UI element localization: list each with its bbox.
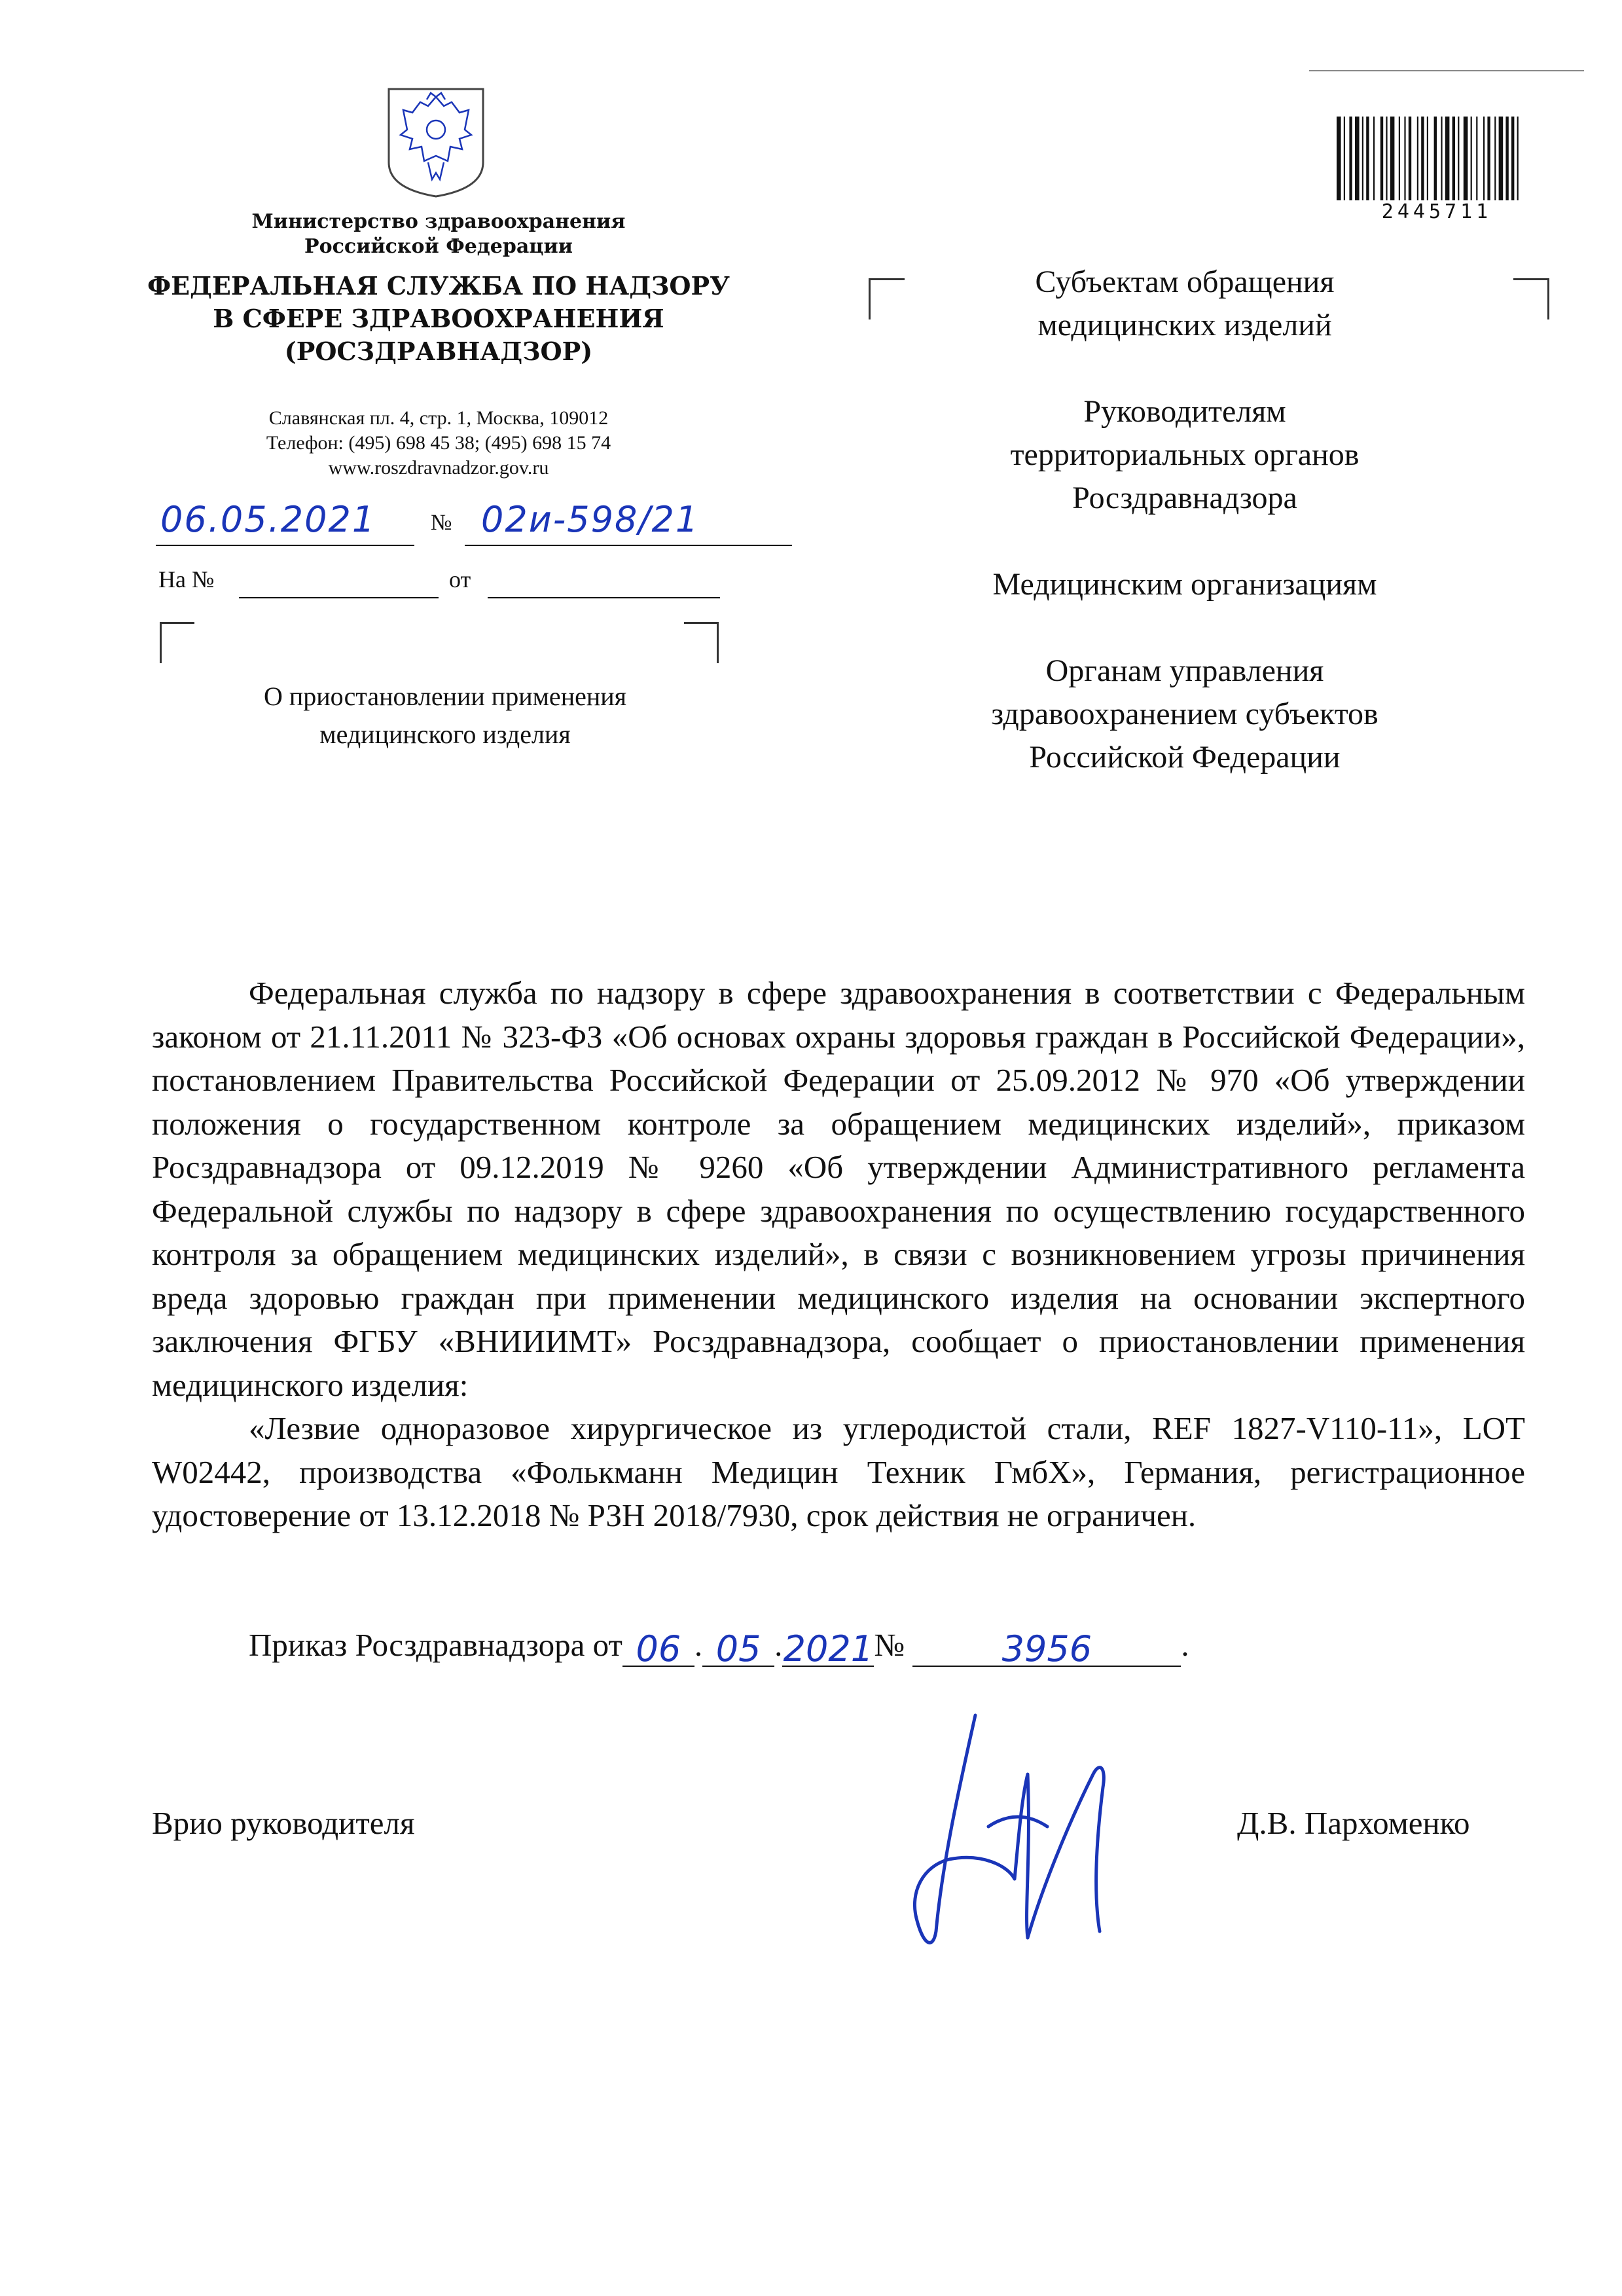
- order-number-sign: №: [874, 1627, 905, 1663]
- barcode-bar: [1366, 117, 1369, 200]
- contact-block: [131, 406, 746, 481]
- subject-corner-right: [684, 622, 719, 663]
- service-line-1: ФЕДЕРАЛЬНАЯ СЛУЖБА ПО НАДЗОРУ: [147, 271, 730, 301]
- recipient-group: [916, 649, 1453, 779]
- ministry-name: [177, 210, 700, 259]
- body-paragraph: «Лезвие одноразовое хирургическое из углеродистой стали, REF 1827-V110-11», LOT W02442, производства «Фолькманн Медицин Техник ГмбХ», Германия, регистрационное удостоверение от 13.12.2018 № РЗН 2018/7930, срок действия не ограничен.: [152, 1410, 1525, 1533]
- barcode-bar: [1417, 117, 1418, 200]
- order-prefix: Приказ Росздравнадзора от: [249, 1627, 622, 1663]
- barcode-bar: [1483, 117, 1485, 200]
- barcode-bar: [1404, 117, 1405, 200]
- barcode: [1335, 117, 1538, 200]
- barcode-bar: [1344, 117, 1345, 200]
- barcode-bar: [1458, 117, 1459, 200]
- barcode-bar: [1362, 117, 1363, 200]
- body-paragraph: Федеральная служба по надзору в сфере здравоохранения в соответствии с Федеральным законом от 21.11.2011 № 323-ФЗ «Об основах охраны здоровья граждан в Российской Федерации», постановлением Правительства Российской Федерации от 25.09.2012 № 970 «Об утверждении положения о государственном контроле за обращением медицинских изделий», приказом Росздравнадзора от 09.12.2019 № 9260 «Об утверждении Административного регламента Федеральной службы по надзору в сфере здравоохранения по осуществлению государственного контроля за обращением медицинских изделий», в связи с возникновением угрозы причинения вреда здоровью граждан при применении медицинского изделия на основании экспертного заключения ФГБУ «ВНИИИМТ» Росздравнадзора, сообщает о приостановлении применения медицинского изделия:: [152, 975, 1525, 1403]
- recipient-line: Российской Федерации: [1029, 740, 1341, 774]
- barcode-bar: [1499, 117, 1504, 200]
- service-name: [111, 270, 766, 368]
- subject-corner-left: [160, 622, 194, 663]
- outgoing-date-handwritten: 06.05.2021: [160, 499, 376, 540]
- date-underline: [156, 545, 414, 546]
- order-reference: [249, 1624, 1189, 1667]
- address: Славянская пл. 4, стр. 1, Москва, 109012: [268, 407, 609, 429]
- barcode-bar: [1464, 117, 1468, 200]
- recipient-line: здравоохранением субъектов: [991, 697, 1379, 731]
- letter-body: [152, 972, 1525, 1538]
- website-link[interactable]: www.roszdravnadzor.gov.ru: [328, 457, 549, 479]
- number-underline: [465, 545, 792, 546]
- subject-line-1: О приостановлении применения: [263, 682, 627, 711]
- order-day: 06: [636, 1628, 681, 1669]
- recipient-corner-right: [1513, 278, 1549, 319]
- service-line-2: В СФЕРЕ ЗДРАВООХРАНЕНИЯ: [213, 304, 664, 333]
- order-year: 2021: [783, 1628, 874, 1669]
- recipient-group: [916, 261, 1453, 347]
- number-sign: №: [431, 511, 452, 535]
- order-day-field: [622, 1628, 694, 1667]
- barcode-bar: [1434, 117, 1437, 200]
- service-line-3: (РОСЗДРАВНАДЗОР): [284, 337, 593, 366]
- recipient-group: [916, 390, 1453, 520]
- subject-line-2: медицинского изделия: [319, 720, 571, 749]
- barcode-bar: [1409, 117, 1411, 200]
- recipient-line: Органам управления: [1045, 653, 1324, 688]
- order-month-field: [702, 1628, 774, 1667]
- recipient-line: Росздравнадзора: [1072, 481, 1297, 515]
- barcode-bar: [1452, 117, 1455, 200]
- barcode-bar: [1445, 117, 1450, 200]
- barcode-bar: [1476, 117, 1477, 200]
- barcode-bar: [1373, 117, 1375, 200]
- barcode-bar: [1421, 117, 1424, 200]
- recipient-line: Руководителям: [1083, 394, 1286, 429]
- order-number-field: [912, 1628, 1181, 1667]
- barcode-number: 2445711: [1381, 200, 1492, 223]
- barcode-bar: [1427, 117, 1428, 200]
- recipient-line: территориальных органов: [1010, 437, 1360, 472]
- barcode-bar: [1487, 117, 1490, 200]
- barcode-bar: [1337, 117, 1341, 200]
- barcode-bar: [1471, 117, 1472, 200]
- recipient-line: Субъектам обращения: [1035, 264, 1335, 299]
- recipient-line: медицинских изделий: [1037, 308, 1332, 342]
- barcode-bar: [1380, 117, 1383, 200]
- barcode-bar: [1517, 117, 1519, 200]
- letter-subject: [157, 678, 733, 754]
- ministry-line-2: Российской Федерации: [304, 235, 573, 258]
- outgoing-number-handwritten: 02и-598/21: [481, 499, 700, 540]
- coat-of-arms-emblem: [384, 84, 488, 199]
- barcode-bar: [1505, 117, 1508, 200]
- recipients-block: [916, 261, 1453, 822]
- recipient-line: Медицинским организациям: [992, 567, 1377, 602]
- recipient-group: [916, 563, 1453, 606]
- order-separator: .: [774, 1627, 783, 1663]
- order-year-field: [782, 1628, 874, 1667]
- order-month: 05: [715, 1628, 761, 1669]
- recipient-corner-left: [869, 278, 905, 319]
- reply-number-field: [239, 597, 439, 598]
- barcode-bar: [1390, 117, 1395, 200]
- reply-number-label: На №: [158, 566, 215, 592]
- handwritten-signature: [897, 1696, 1145, 1958]
- signer-position: Врио руководителя: [152, 1805, 415, 1841]
- order-number: 3956: [1001, 1628, 1092, 1669]
- ministry-line-1: Министерство здравоохранения: [251, 210, 626, 233]
- phone: Телефон: (495) 698 45 38; (495) 698 15 74: [266, 432, 611, 454]
- barcode-bar: [1511, 117, 1514, 200]
- barcode-bar: [1399, 117, 1400, 200]
- signer-name: Д.В. Пархоменко: [1237, 1805, 1470, 1841]
- top-rule: [1309, 70, 1584, 71]
- barcode-bar: [1349, 117, 1352, 200]
- barcode-bar: [1386, 117, 1387, 200]
- barcode-bar: [1494, 117, 1496, 200]
- barcode-bar: [1441, 117, 1442, 200]
- barcode-bar: [1355, 117, 1360, 200]
- order-end: .: [1181, 1627, 1189, 1663]
- reply-from-label: от: [449, 566, 471, 592]
- order-separator: .: [694, 1627, 703, 1663]
- reply-date-field: [488, 597, 720, 598]
